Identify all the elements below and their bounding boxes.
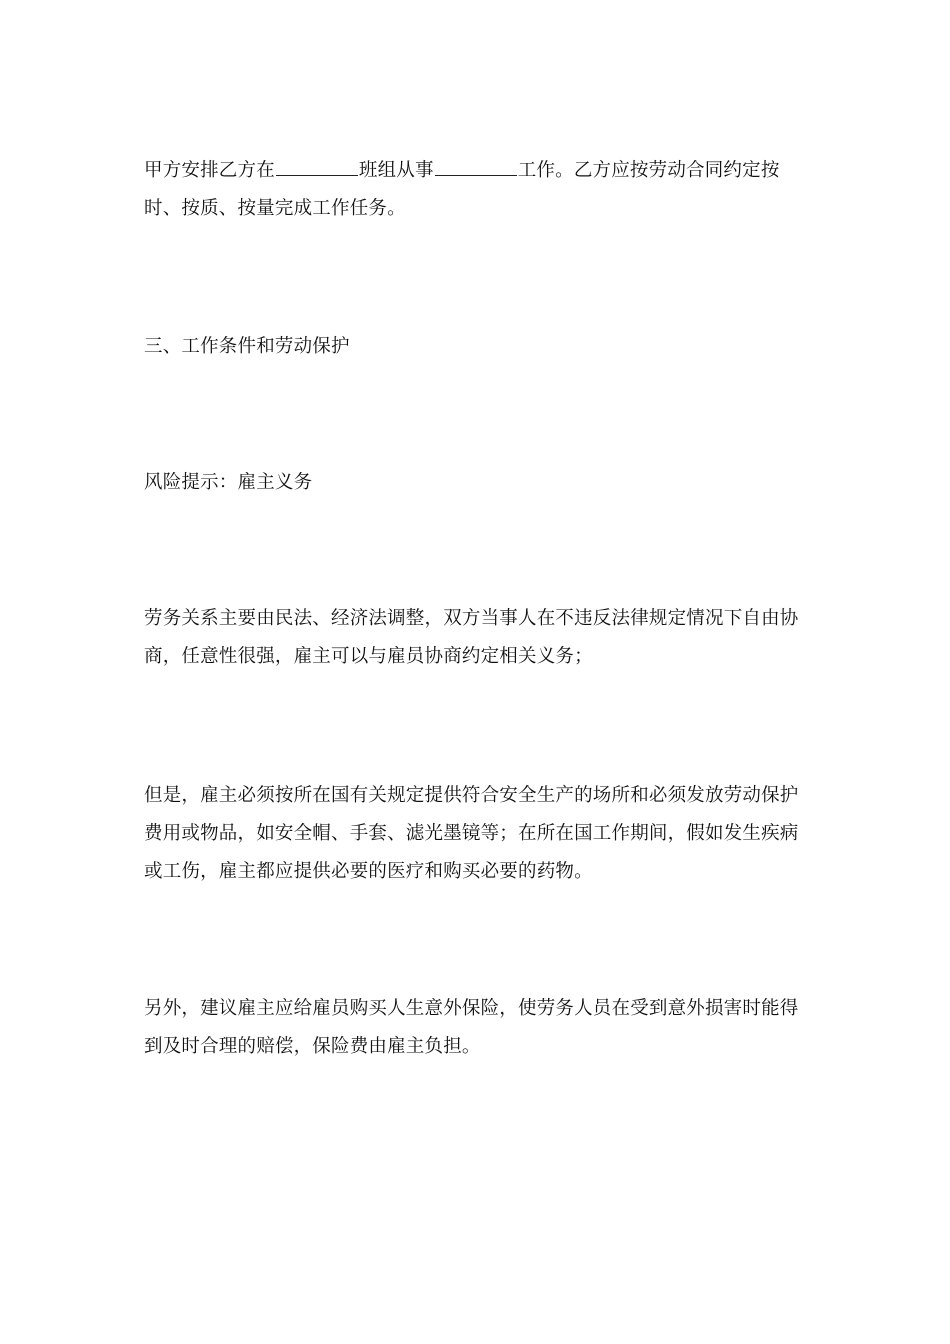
section-heading: 三、工作条件和劳动保护 [144,336,350,357]
paragraph-insurance: 另外，建议雇主应给雇员购买人生意外保险，使劳务人员在受到意外损害时能得到及时合理的赔偿，保险费由雇主负担。 [144,998,799,1057]
clause-text-part-3: 工作。乙方应按劳动合同约定按时、按质、按量完成工作任务。 [144,160,780,219]
clause-work-assignment [144,152,800,228]
paragraph-labor-relations: 劳务关系主要由民法、经济法调整，双方当事人在不违反法律规定情况下自由协商，任意性很强，雇主可以与雇员协商约定相关义务； [144,608,799,667]
job-blank-field[interactable] [435,174,517,176]
clause-text-part-2: 班组从事 [358,160,434,181]
clause-text-part-1: 甲方安排乙方在 [144,160,275,181]
risk-heading: 风险提示：雇主义务 [144,472,313,493]
paragraph-employer-obligations: 但是，雇主必须按所在国有关规定提供符合安全生产的场所和必须发放劳动保护费用或物品，如安全帽、手套、滤光墨镜等；在所在国工作期间，假如发生疾病或工伤，雇主都应提供必要的医疗和购买必要的药物。 [144,785,799,882]
team-blank-field[interactable] [276,174,358,176]
